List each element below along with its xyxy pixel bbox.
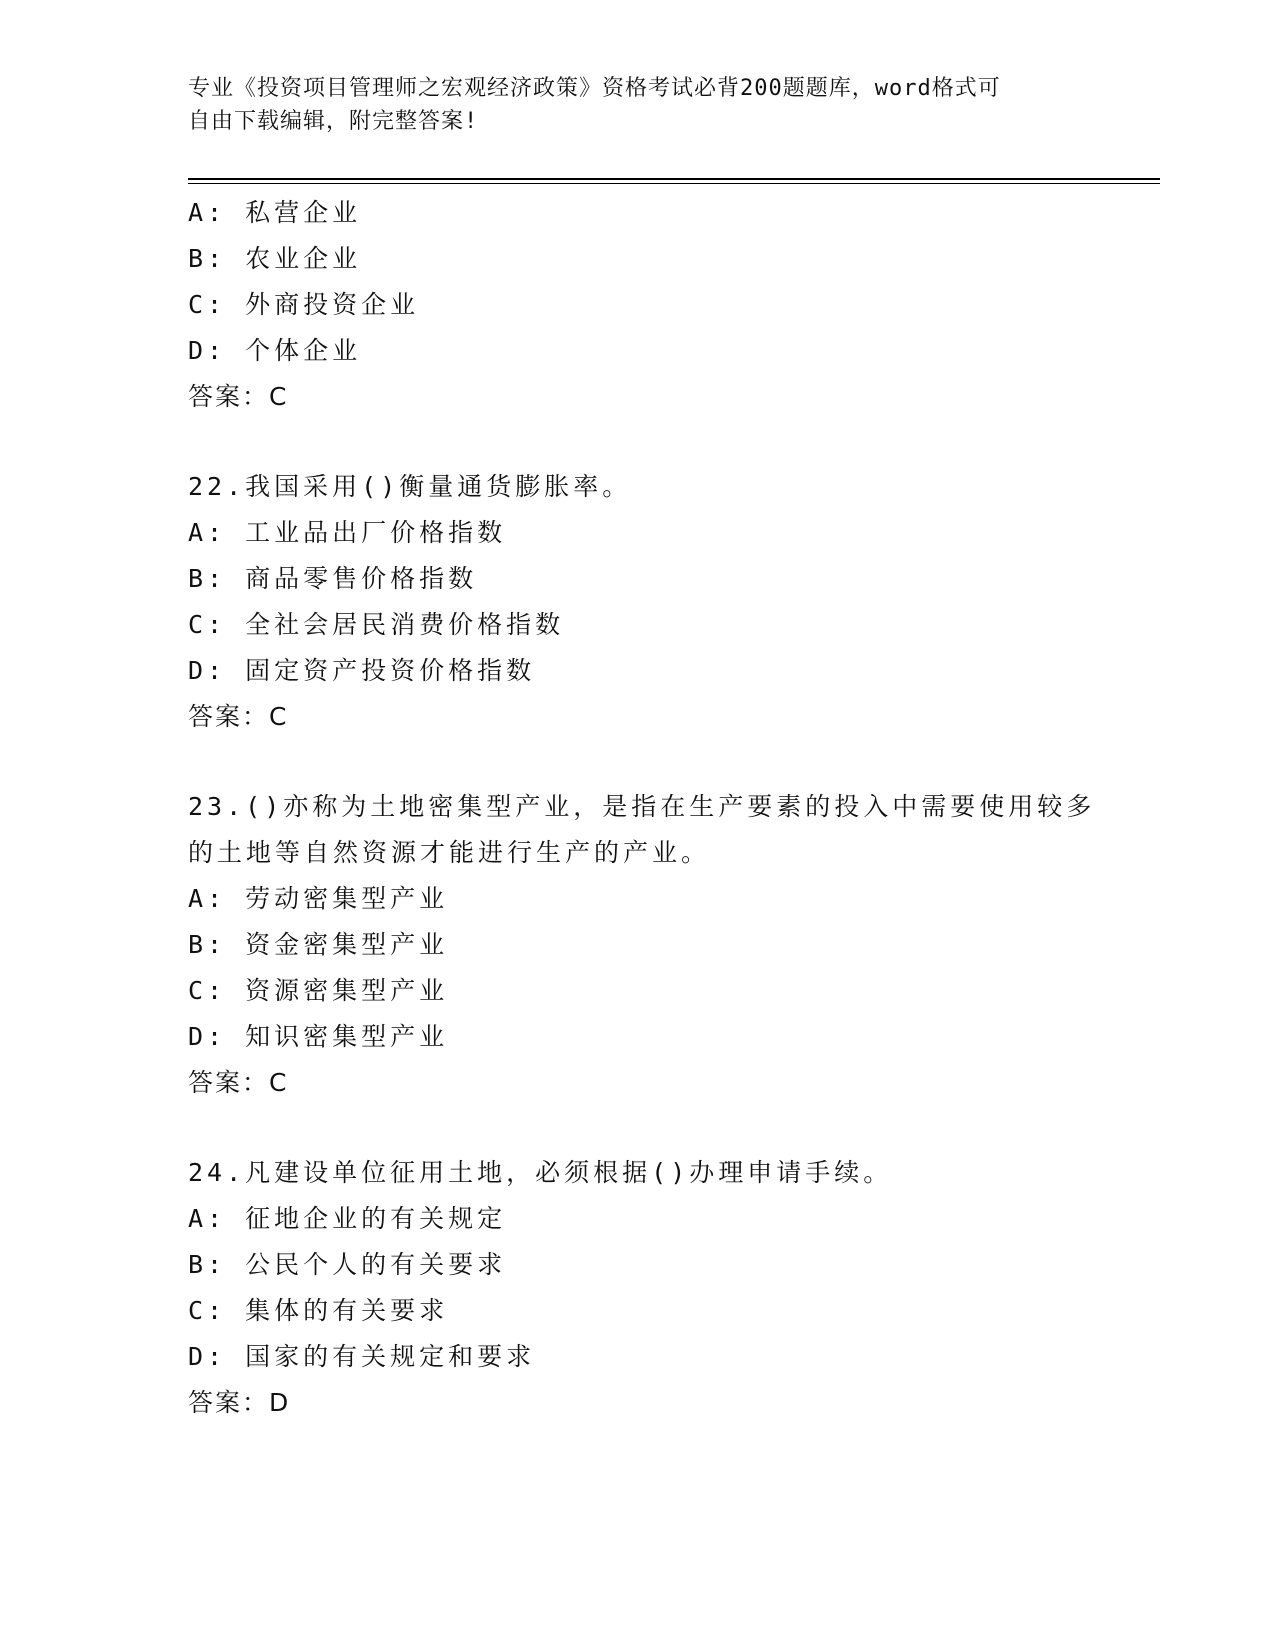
answer-line: 答案：C bbox=[188, 1068, 289, 1097]
question-22 bbox=[188, 464, 1088, 740]
option-b: B: 农业企业 bbox=[188, 244, 362, 273]
option-b: B: 公民个人的有关要求 bbox=[188, 1250, 507, 1279]
option-b: B: 资金密集型产业 bbox=[188, 930, 449, 959]
option-a: A: 私营企业 bbox=[188, 198, 362, 227]
option-c: C: 全社会居民消费价格指数 bbox=[188, 610, 565, 639]
question-23 bbox=[188, 784, 1096, 1106]
question-21 bbox=[188, 190, 1088, 420]
answer-line: 答案：C bbox=[188, 702, 289, 731]
option-c: C: 资源密集型产业 bbox=[188, 976, 449, 1005]
spacer bbox=[188, 740, 1088, 784]
option-c: C: 外商投资企业 bbox=[188, 290, 420, 319]
question-text-line-1: 23.()亦称为土地密集型产业，是指在生产要素的投入中需要使用较多 bbox=[188, 792, 1096, 821]
question-text: 24.凡建设单位征用土地，必须根据()办理申请手续。 bbox=[188, 1158, 893, 1187]
question-24 bbox=[188, 1150, 1088, 1426]
header-rule-thick bbox=[188, 178, 1160, 180]
header-line-1: 专业《投资项目管理师之宏观经济政策》资格考试必背200题题库，word格式可 bbox=[188, 76, 1001, 101]
option-d: D: 固定资产投资价格指数 bbox=[188, 656, 536, 685]
option-d: D: 知识密集型产业 bbox=[188, 1022, 449, 1051]
option-d: D: 国家的有关规定和要求 bbox=[188, 1342, 536, 1371]
option-a: A: 征地企业的有关规定 bbox=[188, 1204, 507, 1233]
document-header bbox=[188, 72, 1088, 138]
question-list bbox=[188, 190, 1096, 1426]
option-a: A: 劳动密集型产业 bbox=[188, 884, 449, 913]
header-rule-thin bbox=[188, 183, 1160, 184]
answer-line: 答案：D bbox=[188, 1388, 291, 1417]
question-text: 22.我国采用()衡量通货膨胀率。 bbox=[188, 472, 632, 501]
option-d: D: 个体企业 bbox=[188, 336, 362, 365]
option-a: A: 工业品出厂价格指数 bbox=[188, 518, 507, 547]
option-c: C: 集体的有关要求 bbox=[188, 1296, 449, 1325]
header-line-2: 自由下载编辑，附完整答案! bbox=[188, 109, 479, 134]
spacer bbox=[188, 1106, 1088, 1150]
spacer bbox=[188, 420, 1088, 464]
question-text-line-2: 的土地等自然资源才能进行生产的产业。 bbox=[188, 838, 711, 867]
option-b: B: 商品零售价格指数 bbox=[188, 564, 478, 593]
answer-line: 答案：C bbox=[188, 382, 289, 411]
